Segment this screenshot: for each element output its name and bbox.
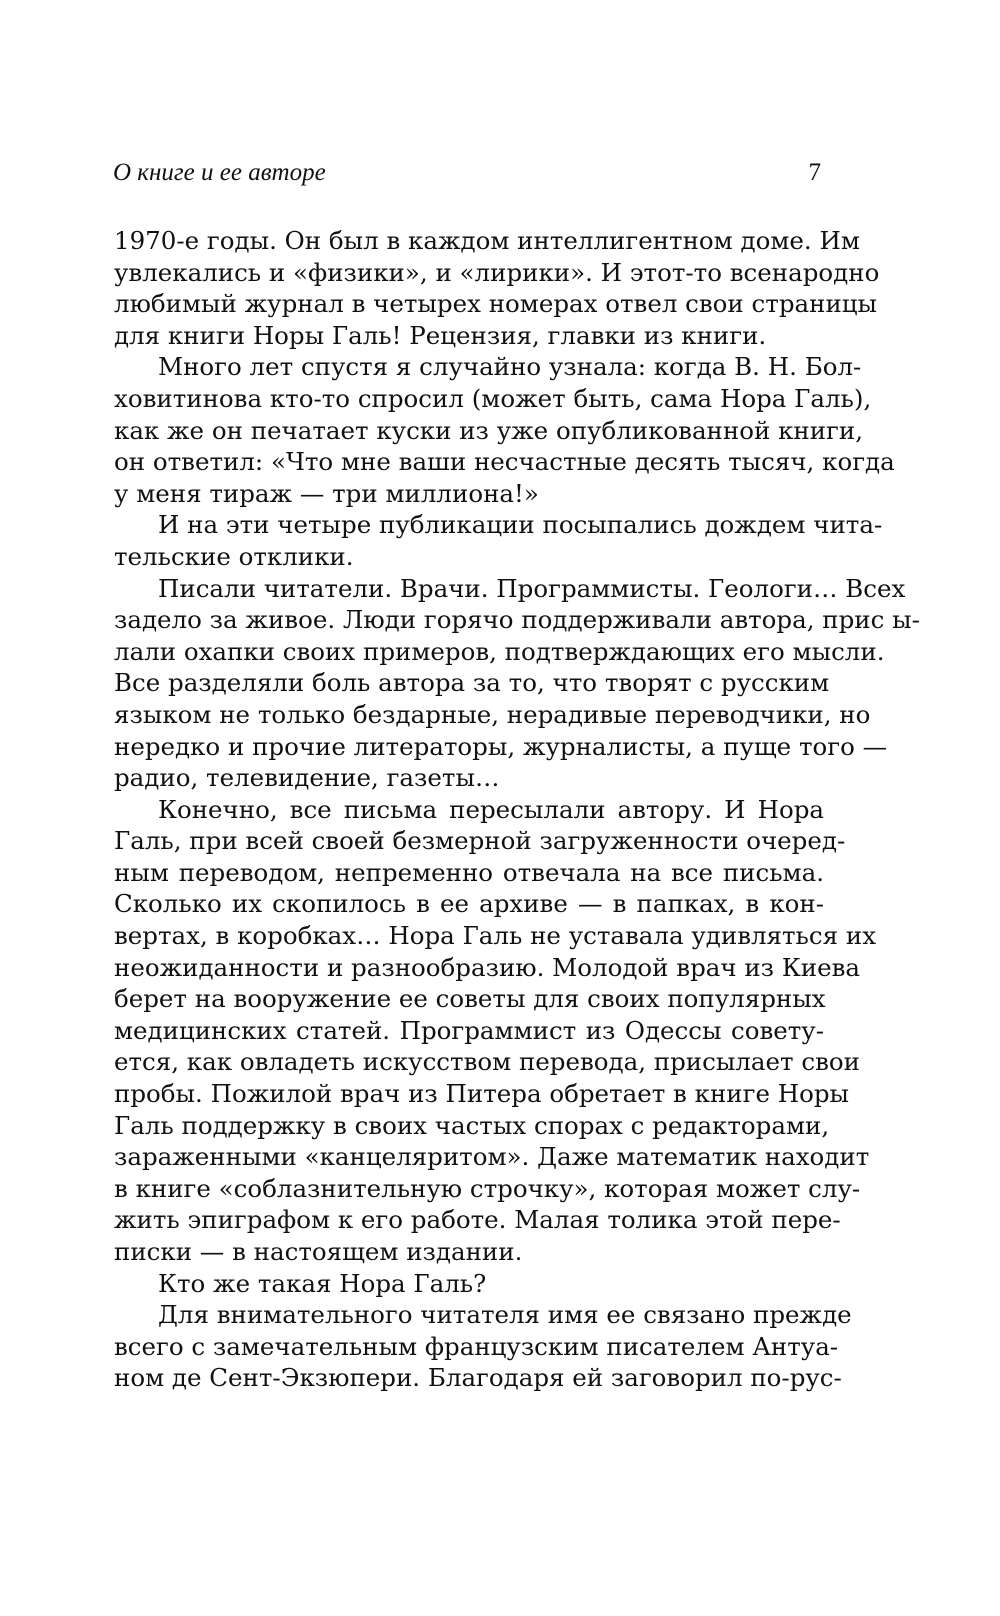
text-line: неожиданности и разнообразию. Молодой врач из Киева xyxy=(114,952,861,982)
running-head xyxy=(113,158,823,192)
text-line: жить эпиграфом к его работе. Малая толика этой пере- xyxy=(114,1205,841,1235)
text-line: в книге «соблазнительную строчку», которая может слу- xyxy=(114,1173,861,1203)
text-line: медицинских статей. Программист из Одессы совету- xyxy=(114,1015,824,1045)
text-line: как же он печатает куски из уже опубликованной книги, xyxy=(114,415,863,445)
text-line: Кто же такая Нора Галь? xyxy=(158,1268,487,1298)
text-line: писки — в настоящем издании. xyxy=(114,1237,523,1266)
text-line: лали охапки своих примеров, подтверждающих его мысли. xyxy=(114,636,885,666)
text-line: Для внимательного читателя имя ее связано прежде xyxy=(158,1300,852,1330)
text-line: языком не только бездарные, нерадивые переводчики, но xyxy=(114,699,871,729)
page-number: 7 xyxy=(808,159,821,186)
text-line: ном де Сент-Экзюпери. Благодаря ей заговорил по-рус- xyxy=(114,1363,842,1393)
text-line: вертах, в коробках… Нора Галь не уставала удивляться их xyxy=(114,921,877,951)
text-line: ховитинова кто-то спросил (может быть, сама Нора Галь), xyxy=(114,383,872,413)
text-line: ется, как овладеть искусством перевода, присылает свои xyxy=(114,1047,860,1077)
text-line: Много лет спустя я случайно узнала: когда В. Н. Бол- xyxy=(158,352,862,382)
text-line: Писали читатели. Врачи. Программисты. Геологи… Всех xyxy=(158,573,906,603)
text-line: зараженными «канцеляритом». Даже математик находит xyxy=(114,1142,870,1172)
text-line: он ответил: «Что мне ваши несчастные десять тысяч, когда xyxy=(114,447,895,477)
text-line: Сколько их скопилось в ее архиве — в папках, в кон- xyxy=(114,889,824,919)
text-line: у меня тираж — три миллиона!» xyxy=(114,478,539,508)
text-line: любимый журнал в четырех номерах отвел свои страницы xyxy=(114,289,878,319)
text-line: тельские отклики. xyxy=(114,541,354,571)
text-line: пробы. Пожилой врач из Питера обретает в книге Норы xyxy=(114,1079,850,1109)
text-line: Все разделяли боль автора за то, что творят с русским xyxy=(114,668,830,698)
body-text xyxy=(114,225,920,1394)
text-line: увлекались и «физики», и «лирики». И этот-то всенародно xyxy=(114,257,880,287)
text-line: Конечно, все письма пересылали автору. И Нора xyxy=(158,794,824,824)
text-line: Галь поддержку в своих частых спорах с редакторами, xyxy=(114,1110,830,1140)
text-line: И на эти четыре публикации посыпались дождем чита- xyxy=(158,510,883,540)
text-line: нередко и прочие литераторы, журналисты, а пуще того — xyxy=(114,731,888,761)
text-line: Галь, при всей своей безмерной загруженности очеред- xyxy=(114,826,846,856)
text-line: берет на вооружение ее советы для своих популярных xyxy=(114,984,826,1014)
text-line: для книги Норы Галь! Рецензия, главки из книги. xyxy=(114,320,767,350)
text-line: 1970-е годы. Он был в каждом интеллигентном доме. Им xyxy=(114,226,860,255)
running-title: О книге и ее авторе xyxy=(113,159,326,186)
text-line: радио, телевидение, газеты… xyxy=(114,763,500,793)
text-line: ным переводом, непременно отвечала на все письма. xyxy=(114,857,824,887)
text-line: задело за живое. Люди горячо поддерживали автора, прис ы- xyxy=(114,605,920,635)
text-line: всего с замечательным французским писателем Антуа- xyxy=(114,1331,839,1361)
